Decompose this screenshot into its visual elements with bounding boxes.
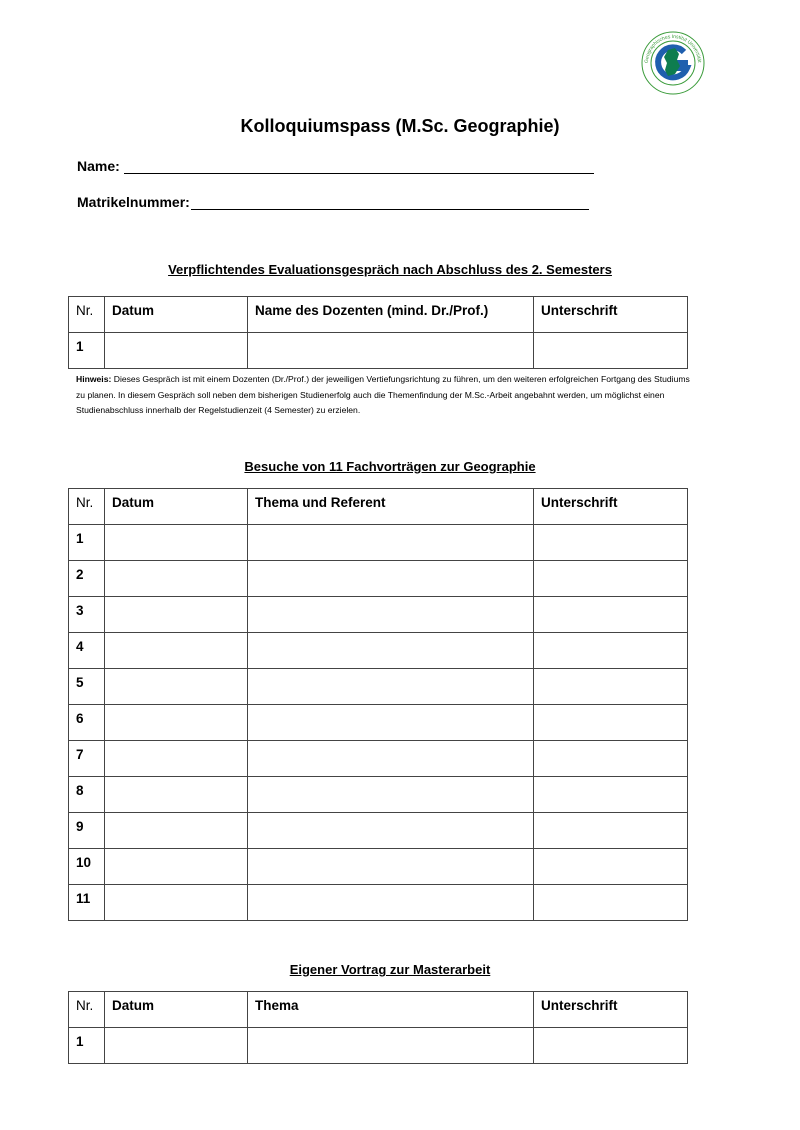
table-header-row bbox=[69, 297, 688, 333]
matrikel-label: Matrikelnummer: bbox=[77, 194, 190, 210]
topic-cell[interactable] bbox=[248, 741, 534, 777]
table-row bbox=[69, 597, 688, 633]
section2-title: Besuche von 11 Fachvorträgen zur Geographie bbox=[244, 459, 536, 474]
page-title: Kolloquiumspass (M.Sc. Geographie) bbox=[240, 116, 560, 136]
datum-cell[interactable] bbox=[105, 777, 248, 813]
datum-cell[interactable] bbox=[105, 849, 248, 885]
header-datum: Datum bbox=[105, 297, 248, 333]
matrikel-field bbox=[77, 194, 589, 210]
header-nr: Nr. bbox=[69, 297, 105, 333]
header-nr: Nr. bbox=[69, 992, 105, 1028]
topic-cell[interactable] bbox=[248, 669, 534, 705]
unterschrift-cell[interactable] bbox=[534, 333, 688, 369]
header-datum: Datum bbox=[105, 992, 248, 1028]
lectures-table bbox=[68, 488, 688, 921]
datum-cell[interactable] bbox=[105, 525, 248, 561]
unterschrift-cell[interactable] bbox=[534, 669, 688, 705]
topic-cell[interactable] bbox=[248, 849, 534, 885]
row-number: 8 bbox=[69, 777, 105, 813]
row-number: 5 bbox=[69, 669, 105, 705]
datum-cell[interactable] bbox=[105, 561, 248, 597]
topic-cell[interactable] bbox=[248, 633, 534, 669]
topic-cell[interactable] bbox=[248, 561, 534, 597]
topic-cell[interactable] bbox=[248, 777, 534, 813]
header-topic: Thema bbox=[248, 992, 534, 1028]
topic-cell[interactable] bbox=[248, 705, 534, 741]
table-header-row bbox=[69, 489, 688, 525]
row-number: 2 bbox=[69, 561, 105, 597]
row-number: 4 bbox=[69, 633, 105, 669]
header-unterschrift: Unterschrift bbox=[534, 297, 688, 333]
unterschrift-cell[interactable] bbox=[534, 525, 688, 561]
header-nr: Nr. bbox=[69, 489, 105, 525]
row-number: 3 bbox=[69, 597, 105, 633]
table-row bbox=[69, 813, 688, 849]
unterschrift-cell[interactable] bbox=[534, 813, 688, 849]
datum-cell[interactable] bbox=[105, 705, 248, 741]
unterschrift-cell[interactable] bbox=[534, 885, 688, 921]
note bbox=[76, 372, 696, 419]
institute-logo-icon bbox=[640, 30, 706, 96]
row-number: 10 bbox=[69, 849, 105, 885]
table-header-row bbox=[69, 992, 688, 1028]
row-number: 7 bbox=[69, 741, 105, 777]
unterschrift-cell[interactable] bbox=[534, 1028, 688, 1064]
matrikel-line[interactable] bbox=[191, 195, 589, 210]
row-number: 11 bbox=[69, 885, 105, 921]
topic-cell[interactable] bbox=[248, 597, 534, 633]
name-field bbox=[77, 158, 594, 174]
row-number: 1 bbox=[69, 1028, 105, 1064]
unterschrift-cell[interactable] bbox=[534, 561, 688, 597]
header-topic: Name des Dozenten (mind. Dr./Prof.) bbox=[248, 297, 534, 333]
header-unterschrift: Unterschrift bbox=[534, 992, 688, 1028]
unterschrift-cell[interactable] bbox=[534, 633, 688, 669]
unterschrift-cell[interactable] bbox=[534, 597, 688, 633]
datum-cell[interactable] bbox=[105, 669, 248, 705]
row-number: 6 bbox=[69, 705, 105, 741]
table-row bbox=[69, 333, 688, 369]
table-row bbox=[69, 525, 688, 561]
datum-cell[interactable] bbox=[105, 885, 248, 921]
header-unterschrift: Unterschrift bbox=[534, 489, 688, 525]
topic-cell[interactable] bbox=[248, 1028, 534, 1064]
name-label: Name: bbox=[77, 158, 120, 174]
topic-cell[interactable] bbox=[248, 333, 534, 369]
topic-cell[interactable] bbox=[248, 525, 534, 561]
unterschrift-cell[interactable] bbox=[534, 741, 688, 777]
topic-cell[interactable] bbox=[248, 813, 534, 849]
logo-ring-text: Geographisches Institut Universität bbox=[643, 33, 703, 64]
table-row bbox=[69, 633, 688, 669]
datum-cell[interactable] bbox=[105, 633, 248, 669]
table-row bbox=[69, 669, 688, 705]
table-row bbox=[69, 741, 688, 777]
datum-cell[interactable] bbox=[105, 333, 248, 369]
datum-cell[interactable] bbox=[105, 1028, 248, 1064]
datum-cell[interactable] bbox=[105, 741, 248, 777]
topic-cell[interactable] bbox=[248, 885, 534, 921]
datum-cell[interactable] bbox=[105, 597, 248, 633]
note-text: Dieses Gespräch ist mit einem Dozenten (Dr./Prof.) der jeweiligen Vertiefungsrichtung zu führen, um den weiteren erfolgreichen Fortgang des Studiums zu planen. In diesem Gespräch soll neben dem bisherigen Studienerfolg auch die Themenfindung der M.Sc.-Arbeit angebahnt werden, um möglichst einen Studienabschluss innerhalb der Regelstudienzeit (4 Semester) zu erzielen. bbox=[76, 374, 690, 415]
table-row bbox=[69, 849, 688, 885]
header-topic: Thema und Referent bbox=[248, 489, 534, 525]
section3-title: Eigener Vortrag zur Masterarbeit bbox=[289, 962, 491, 977]
name-line[interactable] bbox=[124, 159, 594, 174]
datum-cell[interactable] bbox=[105, 813, 248, 849]
table-row bbox=[69, 705, 688, 741]
table-row bbox=[69, 1028, 688, 1064]
row-number: 1 bbox=[69, 333, 105, 369]
row-number: 1 bbox=[69, 525, 105, 561]
note-label: Hinweis: bbox=[76, 374, 112, 384]
own-talk-table bbox=[68, 991, 688, 1064]
unterschrift-cell[interactable] bbox=[534, 777, 688, 813]
section1-title: Verpflichtendes Evaluationsgespräch nach Abschluss des 2. Semesters bbox=[168, 262, 612, 277]
table-row bbox=[69, 561, 688, 597]
table-row bbox=[69, 777, 688, 813]
table-row bbox=[69, 885, 688, 921]
unterschrift-cell[interactable] bbox=[534, 705, 688, 741]
row-number: 9 bbox=[69, 813, 105, 849]
header-datum: Datum bbox=[105, 489, 248, 525]
unterschrift-cell[interactable] bbox=[534, 849, 688, 885]
evaluation-table bbox=[68, 296, 688, 369]
